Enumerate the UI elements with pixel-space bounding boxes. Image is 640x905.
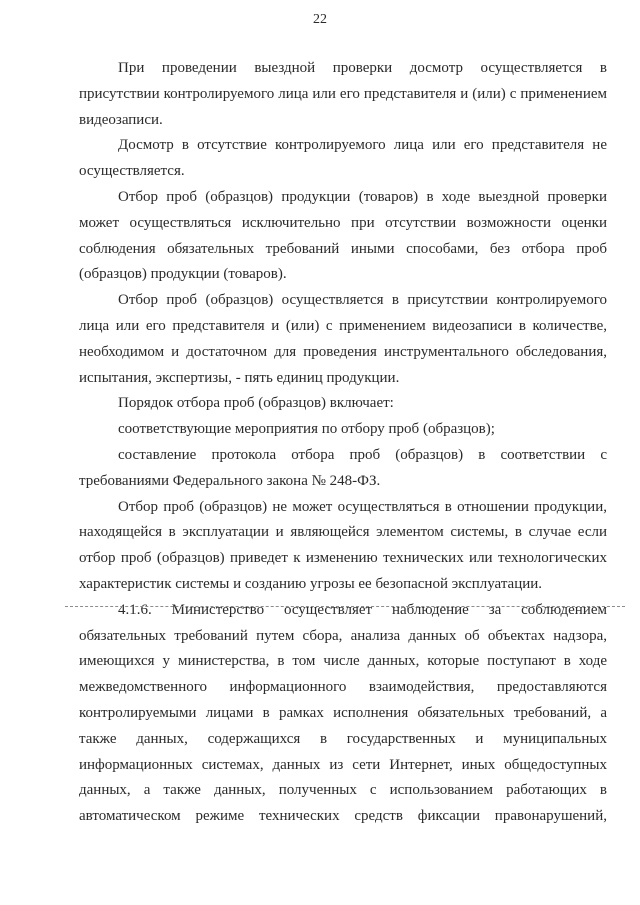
paragraph-inspection-presence: При проведении выездной проверки досмотр осуществляется в присутствии контролируемого лица или его представителя и (или) с применением видеозаписи. — [79, 60, 607, 128]
paragraph-sampling-order-intro: Порядок отбора проб (образцов) включает: — [118, 395, 394, 412]
paragraph-sampling-conditions: Отбор проб (образцов) продукции (товаров) в ходе выездной проверки может осуществляться исключительно при отсутствии возможности оценки соблюдения обязательных требований иными способами, без отбора проб (образцов) продукции (товаров). — [79, 188, 607, 283]
paragraph-sampling-procedure: Отбор проб (образцов) осуществляется в присутствии контролируемого лица или его представителя и (или) с применением видеозаписи в количестве, необходимом и достаточном для проведения инструментального обследования, испытания, экспертизы, - пять единиц продукции. — [79, 292, 607, 386]
paragraph-inspection-absence: Досмотр в отсутствие контролируемого лица или его представителя не осуществляется. — [79, 137, 607, 180]
scan-dashed-line — [65, 606, 625, 607]
page-number: 22 — [313, 12, 327, 27]
paragraph-sampling-order-item-2: составление протокола отбора проб (образцов) в соответствии с требованиями Федерального закона № 248-ФЗ. — [79, 446, 607, 489]
paragraph-sampling-order-item-1: соответствующие мероприятия по отбору проб (образцов); — [118, 421, 495, 438]
document-body — [79, 56, 607, 830]
paragraph-section-4-1-6: 4.1.6. Министерство осуществляет наблюдение за соблюдением обязательных требований путем сбора, анализа данных об объектах надзора, имеющихся у министерства, в том числе данных, которые поступают в ходе межведомственного информационного взаимодействия, предоставляются контролируемыми лицами в рамках исполнения обязательных требований, а также данных, содержащихся в государственных и муниципальных информационных системах, данных из сети Интернет, иных общедоступных данных, а также данных, полученных с использованием работающих в автоматическом режиме технических средств фиксации правонарушений, — [79, 601, 607, 825]
paragraph-sampling-restriction: Отбор проб (образцов) не может осуществляться в отношении продукции, находящейся в эксплуатации и являющейся элементом системы, в случае если отбор проб (образцов) приведет к изменению технических или технологических характеристик системы и созданию угрозы ее безопасной эксплуатации. — [79, 498, 607, 592]
